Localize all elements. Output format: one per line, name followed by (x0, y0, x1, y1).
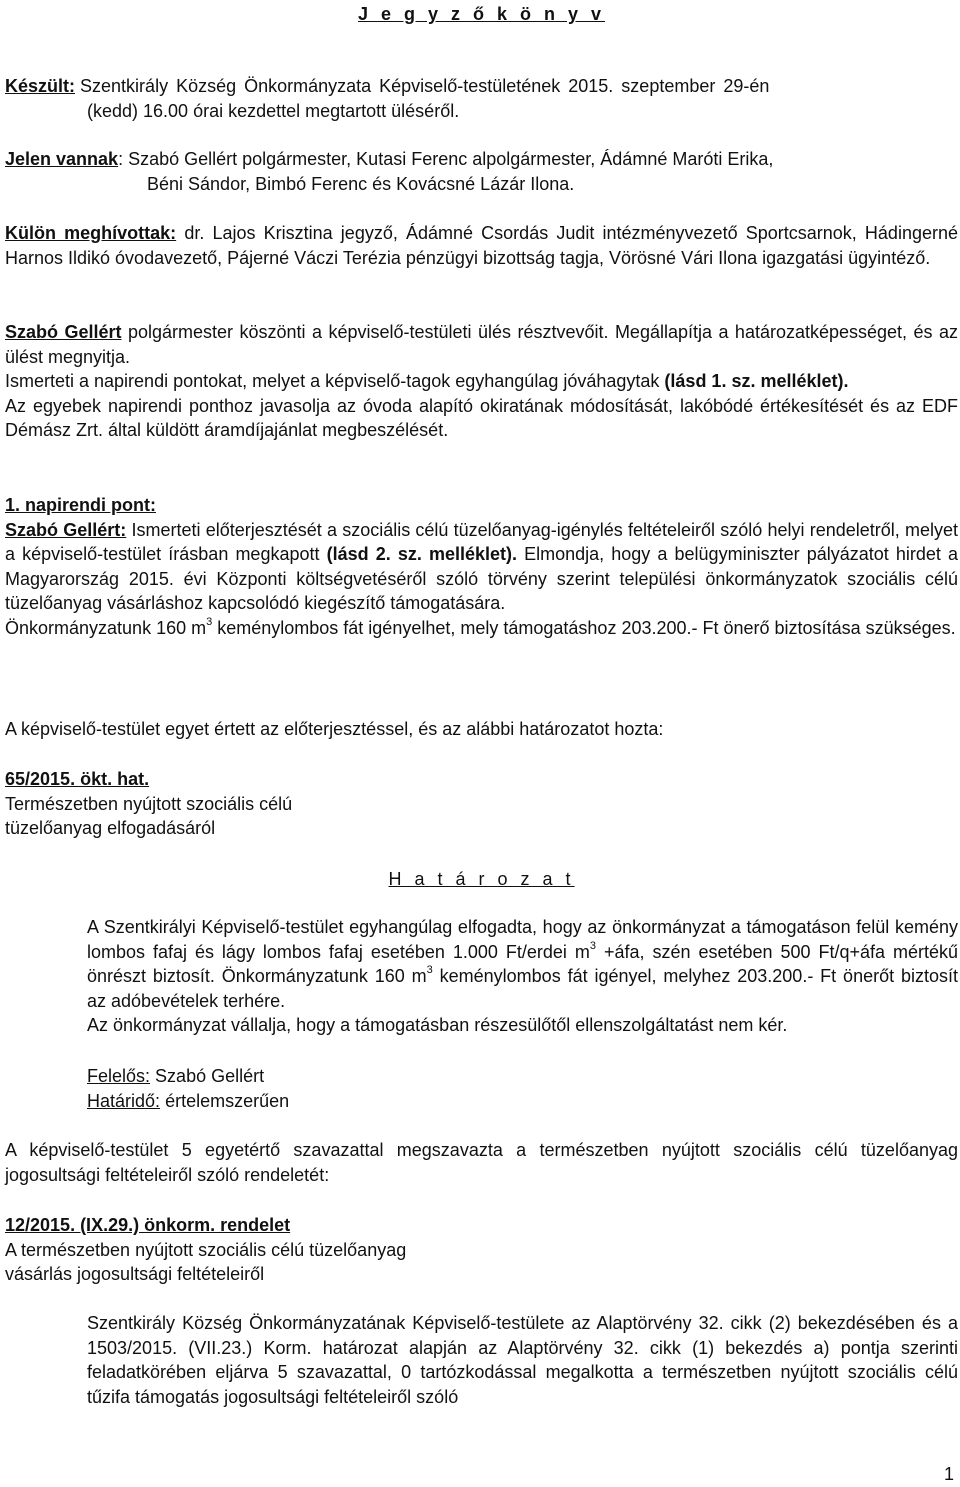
rendelet-body-text: Szentkirály Község Önkormányzatának Képviselő-testülete az Alaptörvény 32. cikk (2) bekezdésében és a 1503/2015. (VII.23.) Korm. határozat alapján az Alaptörvény 32. cikk (1) bekezdés a) pontja szerinti feladatkörében eljárva 5 szavazattal, 0 tartózkodással megalkotta a természetben nyújtott szociális célú tűzifa támogatás jogosultsági feltételeiről szóló (87, 1313, 958, 1407)
hat-b1-sup: 3 (589, 939, 597, 952)
kulon-text: dr. Lajos Krisztina jegyző, Ádámné Csordás Judit intézményvezető Sportcsarnok, Hádingerné Harnos Ildikó óvodavezető, Pájerné Váczi Terézia pénzügyi bizottság tagja, Vörösné Vári Ilona igazgatási ügyintéző. (5, 223, 958, 268)
hat-responsible (87, 1064, 958, 1113)
hat-b2: +áfa, szén esetében 500 Ft/q+áfa mértékű önrészt biztosít. Önkormányzatunk 160 m (87, 941, 958, 987)
napirend1-t1-bold: (lásd 2. sz. melléklet). (326, 544, 518, 565)
keszult-line1: Szentkirály Község Önkormányzata Képviselő-testületének 2015. szeptember 29-én (80, 76, 770, 96)
otegyet-text: A képviselő-testület 5 egyetértő szavazattal megszavazta a természetben nyújtott szociális célú tüzelőanyag jogosultsági feltételeiről szóló rendeletét: (5, 1140, 958, 1185)
intro-p2-bold: (lásd 1. sz. melléklet). (664, 371, 849, 392)
rendelet-section (5, 1213, 958, 1287)
rendelet-number: 12/2015. (IX.29.) önkorm. rendelet (5, 1215, 291, 1235)
document-title: J e g y z ő k ö n y v (357, 4, 606, 24)
rendelet-sub1: A természetben nyújtott szociális célú tüzelőanyag (5, 1239, 407, 1260)
napirend1-section (5, 493, 958, 641)
jelen-section (5, 147, 958, 196)
kulon-label: Külön meghívottak: (5, 223, 177, 243)
intro-p3: Az egyebek napirendi ponthoz javasolja az óvoda alapító okiratának módosítását, lakóbódé értékesítését és az EDF Démász Zrt. által küldött áramdíjajánlat megbeszélését. (5, 395, 958, 441)
page-number: 1 (943, 1464, 954, 1484)
intro-p1: polgármester köszönti a képviselő-testületi ülés résztvevőit. Megállapítja a határozatképességet, és az ülést megnyitja. (5, 322, 958, 367)
napirend1-heading: 1. napirendi pont: (5, 495, 156, 515)
hat-sub1: Természetben nyújtott szociális célú (5, 793, 293, 814)
hat-heading: H a t á r o z a t (388, 869, 575, 889)
otegyet-paragraph (5, 1138, 958, 1187)
kulon-section (5, 221, 958, 270)
keszult-line2: (kedd) 16.00 órai kezdettel megtartott üléséről. (87, 100, 460, 121)
hat-body (87, 915, 958, 1038)
napirend1-t2: Elmondja, hogy a belügyminiszter pályázatot hirdet a Magyarország 2015. évi Központi költségvetéséről szóló törvény szerint települési önkormányzatok szociális célú tüzelőanyag vásárláshoz kapcsolódó kiegészítő támogatására. (5, 544, 958, 614)
napirend1-t3a: Önkormányzatunk 160 m (5, 617, 207, 638)
jelen-label: Jelen vannak (5, 149, 119, 169)
napirend1-sup: 3 (206, 615, 213, 628)
keszult-label: Készült: (5, 76, 76, 96)
hat-b3: keménylombos fát igényel, melyhez 203.200.- Ft önerőt biztosít az adóbevételek terhére. (87, 966, 958, 1011)
hat-number: 65/2015. ökt. hat. (5, 769, 150, 789)
rendelet-body (87, 1311, 958, 1409)
napirend1-name: Szabó Gellért: (5, 519, 127, 540)
jelen-line2: Béni Sándor, Bimbó Ferenc és Kovácsné Lázár Ilona. (147, 173, 575, 194)
hat-section (5, 767, 958, 841)
hatarido-value: értelemszerűen (165, 1090, 290, 1111)
egyet-line: A képviselő-testület egyet értett az előterjesztéssel, és az alábbi határozatot hozta: (5, 719, 664, 739)
napirend1-t1: Ismerteti előterjesztését a szociális célú tüzelőanyag-igénylés feltételeiről szóló helyi rendeletről, melyet a képviselő-testület írásban megkapott (5, 519, 958, 565)
rendelet-sub2: vásárlás jogosultsági feltételeiről (5, 1264, 265, 1285)
hat-b2-sup: 3 (426, 964, 433, 977)
intro-name: Szabó Gellért (5, 322, 122, 342)
hat-b4: Az önkormányzat vállalja, hogy a támogatásban részesülőtől ellenszolgáltatást nem kér. (87, 1015, 788, 1036)
jelen-line1: : Szabó Gellért polgármester, Kutasi Ferenc alpolgármester, Ádámné Maróti Erika, (118, 149, 774, 169)
intro-p2: Ismerteti a napirendi pontokat, melyet a képviselő-tagok egyhangúlag jóváhagytak (5, 371, 660, 392)
felelos-label: Felelős: (87, 1066, 151, 1086)
intro-section (5, 320, 958, 443)
keszult-section (5, 74, 958, 123)
napirend1-t3b: keménylombos fát igényelhet, mely támogatáshoz 203.200.- Ft önerő biztosítása szükséges. (217, 617, 956, 638)
hat-sub2: tüzelőanyag elfogadásáról (5, 818, 216, 839)
hatarido-label: Határidő: (87, 1090, 161, 1111)
felelos-value: Szabó Gellért (155, 1066, 265, 1086)
hat-b1: A Szentkirályi Képviselő-testület egyhangúlag elfogadta, hogy az önkormányzat a támogatáson felül kemény lombos fafaj és lágy lombos fafaj esetében 1.000 Ft/erdei m (87, 917, 958, 962)
